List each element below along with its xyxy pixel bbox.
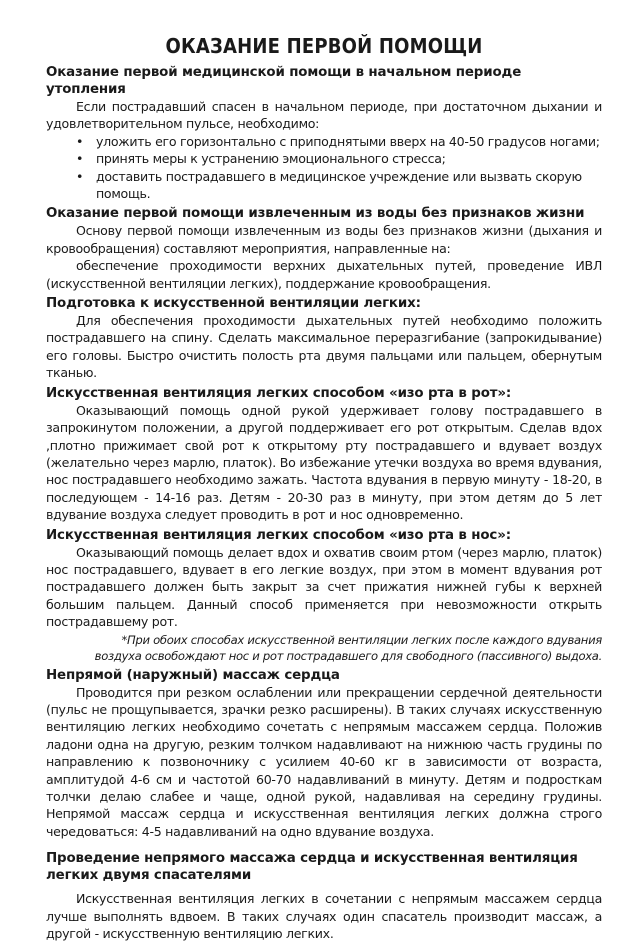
list-item: • принять меры к устранению эмоционального стресса; [76,151,446,167]
section-heading: Искусственная вентиляция легких способом «изо рта в нос»: [46,527,511,543]
section-heading: Искусственная вентиляция легких способом «изо рта в рот»: [46,385,512,401]
section-ventilation-prep [46,295,602,382]
section-paragraph: обеспечение проходимости верхних дыхательных путей, проведение ИВЛ (искусственной вентиляции легких), поддержание кровообращения. [46,258,602,291]
bullet-icon: • [76,151,84,167]
footnote [46,632,602,664]
section-paragraph: Основу первой помощи извлеченным из воды без признаков жизни (дыхания и кровообращения) составляют мероприятия, направленные на: [46,223,602,256]
section-heading: Подготовка к искусственной вентиляции легких: [46,296,421,312]
bullet-icon: • [76,133,84,149]
section-paragraph: Для обеспечения проходимости дыхательных путей необходимо положить пострадавшего на спину. Сделать максимальное переразгибание (запрокидывание) его головы. Быстро очистить полость рта двумя пальцами или пальцем, обернутым тканью. [46,313,602,381]
bullet-icon: • [76,168,84,184]
list-item: • доставить пострадавшего в медицинское учреждение или вызвать скорую помощь. [76,168,582,202]
section-paragraph: Оказывающий помощь делает вдох и охватив своим ртом (через марлю, платок) нос пострадавшего, вдувает в его легкие воздух, при этом в момент вдувания рот пострадавшего должен быть закрыт за счет прижатия нижней губы к верхней большим пальцем. Данный способ применяется при невозможности открыть пострадавшему рот. [46,544,602,630]
section-paragraph: Оказывающий помощь одной рукой удерживает голову пострадавшего в запрокинутом положении, а другой поддерживает его рот открытым. Сделав вдох ,плотно прижимает свой рот к открытому рту пострадавшего и вдувает воздух (желательно через марлю, платок). Во избежание утечки воздуха во время вдувания, нос пострадавшего необходимо зажать. Частота вдувания в первую минуту - 18-20, в последующем - 14-16 раз. Детям - 20-30 раз в минуту, при этом детям до 5 лет вдувание воздуха следует проводить в рот и нос одновременно. [46,402,602,523]
footnote-line: *При обоих способах искусственной вентиляции легких после каждого вдувания [121,632,602,647]
section-heading: Оказание первой помощи извлеченным из воды без признаков жизни [46,206,585,222]
section-paragraph: Искусственная вентиляция легких в сочетании с непрямым массажем сердца лучше выполнять вдвоем. В таких случаях один спасатель производит массаж, а другой - искусственную вентиляцию легких. [46,891,602,942]
section-cardiac-massage [46,667,602,841]
document-page [46,34,602,942]
section-paragraph: Если пострадавший спасен в начальном периоде, при достаточном дыхании и удовлетворительном пульсе, необходимо: [46,99,602,132]
list-item: • уложить его горизонтально с приподнятыми вверх на 40-50 градусов ногами; [76,133,600,149]
section-drowning-initial [46,64,602,202]
section-two-rescuers [46,850,602,942]
section-no-signs-of-life [46,205,602,292]
section-mouth-to-mouth [46,385,602,524]
page-title: ОКАЗАНИЕ ПЕРВОЙ ПОМОЩИ [165,34,483,58]
section-heading: Проведение непрямого массажа сердца и искусственная вентиляция легких двумя спасателями [46,851,578,884]
bullet-list [46,133,602,203]
section-paragraph: Проводится при резком ослаблении или прекращении сердечной деятельности (пульс не прощупывается, зрачки резко расширены). В таких случаях искусственную вентиляцию легких необходимо сочетать с непрямым массажем сердца. Положив ладони одна на другую, резким толчком надавливают на нижнюю часть грудины по направлению к позвоночнику с усилием 40-60 кг в зависимости от возраста, амплитудой 4-6 см и частотой 60-70 надавливаний в минуту. Детям и подросткам толчки делаю слабее и чаще, одной рукой, надавливая на середину грудины. Непрямой массаж сердца и искусственная вентиляция легких должна строго чередоваться: 4-5 надавливаний на одно вдувание воздуха. [46,684,602,839]
section-heading: Оказание первой медицинской помощи в начальном периоде утопления [46,65,522,97]
section-mouth-to-nose [46,527,602,664]
footnote-line: воздуха освобождают нос и рот пострадавшего для свободного (пассивного) выдоха. [94,648,602,663]
section-heading: Непрямой (наружный) массаж сердца [46,667,340,683]
